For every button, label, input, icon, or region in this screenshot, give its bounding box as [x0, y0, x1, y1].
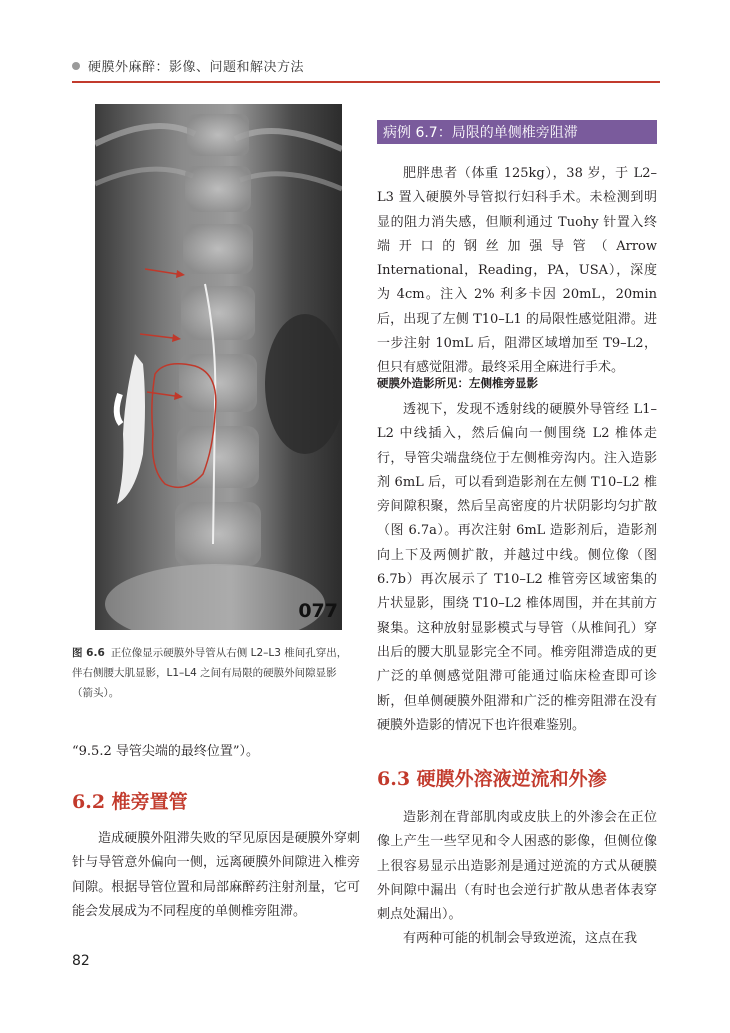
fluoro-paragraph: 透视下，发现不透射线的硬膜外导管经 L1–L2 中线插入，然后偏向一侧围绕 L2 椎体走行，导管尖端盘绕位于左侧椎旁沟内。注入造影剂 6mL 后，可以看到造影剂在左侧 T10–L2 椎旁间隙积聚，然后呈高密度的片状阴影均匀扩散（图 6.7a）。再次注射 6mL 造影剂后，造影剂向上下及两侧扩散，并越过中线。侧位像（图 6.7b）再次展示了 T10–L2 椎管旁区域密集的片状显影，围绕 T10–L2 椎体周围，并在其前方聚集。这种放射显影模式与导管（从椎间孔）穿出后的腰大肌显影完全不同。椎旁阻滞造成的更广泛的单侧感觉阻滞可能通过临床检查即可诊断，但单侧硬膜外阻滞和广泛的椎旁阻滞在没有硬膜外造影的情况下也许很难鉴别。	[377, 402, 657, 733]
section-6-3-paragraph-1: 造影剂在背部肌肉或皮肤上的外渗会在正位像上产生一些罕见和令人困惑的影像，但侧位像上很容易显示出造影剂是通过逆流的方式从硬膜外间隙中漏出（有时也会逆行扩散从患者体表穿刺点处漏出）。	[377, 810, 657, 923]
left-continuation-text: “9.5.2 导管尖端的最终位置”）。	[72, 744, 260, 759]
left-paragraph: 造成硬膜外阻滞失败的罕见原因是硬膜外穿刺针与导管意外偏向一侧，远离硬膜外间隙进入椎旁间隙。根据导管位置和局部麻醉药注射剂量，它可能会发展成为不同程度的单侧椎旁阻滞。	[72, 831, 360, 919]
case-title: 病例 6.7：局限的单侧椎旁阻滞	[383, 125, 578, 141]
figure-caption	[72, 643, 357, 703]
section-heading-6-3: 6.3 硬膜外溶液逆流和外渗	[377, 768, 607, 790]
xray-graphic	[95, 104, 342, 630]
header-rule	[72, 81, 660, 83]
case-paragraph: 肥胖患者（体重 125kg），38 岁，于 L2–L3 置入硬膜外导管拟行妇科手术。未检测到明显的阻力消失感，但顺利通过 Tuohy 针置入终端开口的钢丝加强导管（Arrow International，Reading，PA，USA），深度为 4cm。注入 2% 利多卡因 20mL，20min 后，出现了左侧 T10–L1 的局限性感觉阻滞。进一步注射 10mL 后，阻滞区域增加至 T9–L2，但只有感觉阻滞。最终采用全麻进行手术。	[377, 166, 657, 376]
page-header	[0, 0, 730, 90]
page-number: 82	[72, 953, 90, 969]
running-title: 硬膜外麻醉：影像、问题和解决方法	[88, 60, 305, 75]
case-subheading: 硬膜外造影所见：左侧椎旁显影	[377, 376, 538, 390]
figure-caption-text: 正位像显示硬膜外导管从右侧 L2–L3 椎间孔穿出，伴右侧腰大肌显影，L1–L4 之间有局限的硬膜外间隙显影（箭头）。	[72, 647, 348, 699]
section-6-3-paragraph-2: 有两种可能的机制会导致逆流，这点在我	[403, 931, 638, 946]
figure-caption-number: 图 6.6	[72, 647, 105, 659]
figure-overlay-label: 077	[298, 600, 338, 622]
section-heading-6-2: 6.2 椎旁置管	[72, 791, 188, 813]
header-bullet-icon	[72, 62, 80, 70]
case-title-box	[377, 120, 657, 144]
xray-image	[95, 104, 342, 630]
